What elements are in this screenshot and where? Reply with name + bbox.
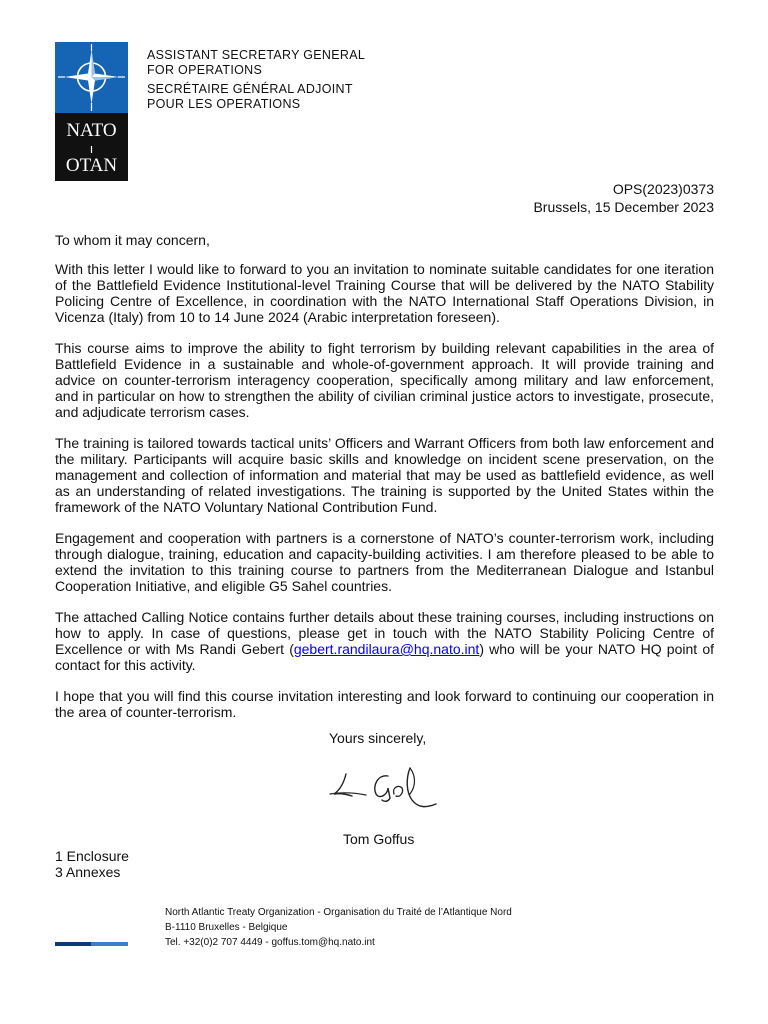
enclosure-line: 1 Enclosure	[55, 848, 129, 864]
footer-bar-dark	[55, 942, 91, 946]
office-header	[147, 48, 365, 112]
header-line-3: SECRÉTAIRE GÉNÉRAL ADJOINT	[147, 82, 353, 96]
nato-compass-star-icon	[55, 42, 128, 181]
footer-contact: Tel. +32(0)2 707 4449 - goffus.tom@hq.nato.int	[165, 937, 375, 948]
footer-address: B-1110 Bruxelles - Belgique	[165, 922, 288, 933]
paragraph-4: Engagement and cooperation with partners is a cornerstone of NATO’s counter-terrorism work, including through dialogue, training, education and capacity-building activities. I am therefore pleased to be able to extend the invitation to this training course to partners from the Mediterranean Dialogue and Istanbul Cooperation Initiative, and eligible G5 Sahel countries.	[55, 530, 714, 594]
paragraph-5-text-end: ) who will be your NATO HQ point of contact for this activity.	[55, 641, 715, 673]
footer-organization: North Atlantic Treaty Organization - Organisation du Traité de l’Atlantique Nord	[165, 907, 512, 918]
paragraph-1: With this letter I would like to forward to you an invitation to nominate suitable candidates for one iteration of the Battlefield Evidence Institutional-level Training Course that will be delivered by the NATO Stability Policing Centre of Excellence, in coordination with the NATO International Staff Operations Division, in Vicenza (Italy) from 10 to 14 June 2024 (Arabic interpretation foreseen).	[55, 261, 714, 325]
paragraph-3: The training is tailored towards tactical units’ Officers and Warrant Officers from both law enforcement and the military. Participants will acquire basic skills and knowledge on incident scene preservation, on the management and collection of information and material that may be used as battlefield evidence, as well as an understanding of related investigations. The training is supported by the United States within the framework of the NATO Voluntary National Contribution Fund.	[55, 435, 714, 515]
salutation: To whom it may concern,	[55, 232, 210, 248]
letter-body	[55, 232, 714, 720]
place-date: Brussels, 15 December 2023	[533, 199, 714, 215]
letterhead-footer	[165, 905, 512, 950]
nato-logo	[55, 42, 128, 181]
logo-text-nato: NATO	[66, 120, 117, 141]
paragraph-5-text-start: The attached Calling Notice contains further details about these training courses, including instructions on how to apply. In case of questions, please get in touch with the NATO Stability Policing Centre of Excellence or with Ms Randi Gebert (	[55, 609, 714, 657]
signatory-name: Tom Goffus	[343, 831, 415, 847]
handwritten-signature	[326, 764, 441, 812]
reference-block	[533, 180, 714, 216]
footer-bar-light	[91, 942, 128, 946]
closing: Yours sincerely,	[329, 730, 427, 746]
annexes-line: 3 Annexes	[55, 864, 121, 880]
paragraph-6: I hope that you will find this course invitation interesting and look forward to continuing our cooperation in the area of counter-terrorism.	[55, 688, 714, 720]
header-line-1: ASSISTANT SECRETARY GENERAL	[147, 48, 366, 62]
enclosures	[55, 848, 129, 880]
paragraph-5	[55, 609, 714, 673]
paragraph-2: This course aims to improve the ability to fight terrorism by building relevant capabilities in the area of Battlefield Evidence in a sustainable and whole-of-government approach. It will provide training and advice on counter-terrorism interagency cooperation, specifically among military and law enforcement, and in particular on how to strengthen the ability of civilian criminal justice actors to investigate, prosecute, and adjudicate terrorism cases.	[55, 340, 714, 420]
logo-text-otan: OTAN	[65, 155, 118, 176]
header-line-4: POUR LES OPERATIONS	[147, 97, 301, 111]
header-line-2: FOR OPERATIONS	[147, 63, 263, 77]
reference-number: OPS(2023)0373	[612, 181, 714, 197]
contact-email-link[interactable]: gebert.randilaura@hq.nato.int	[293, 641, 480, 657]
